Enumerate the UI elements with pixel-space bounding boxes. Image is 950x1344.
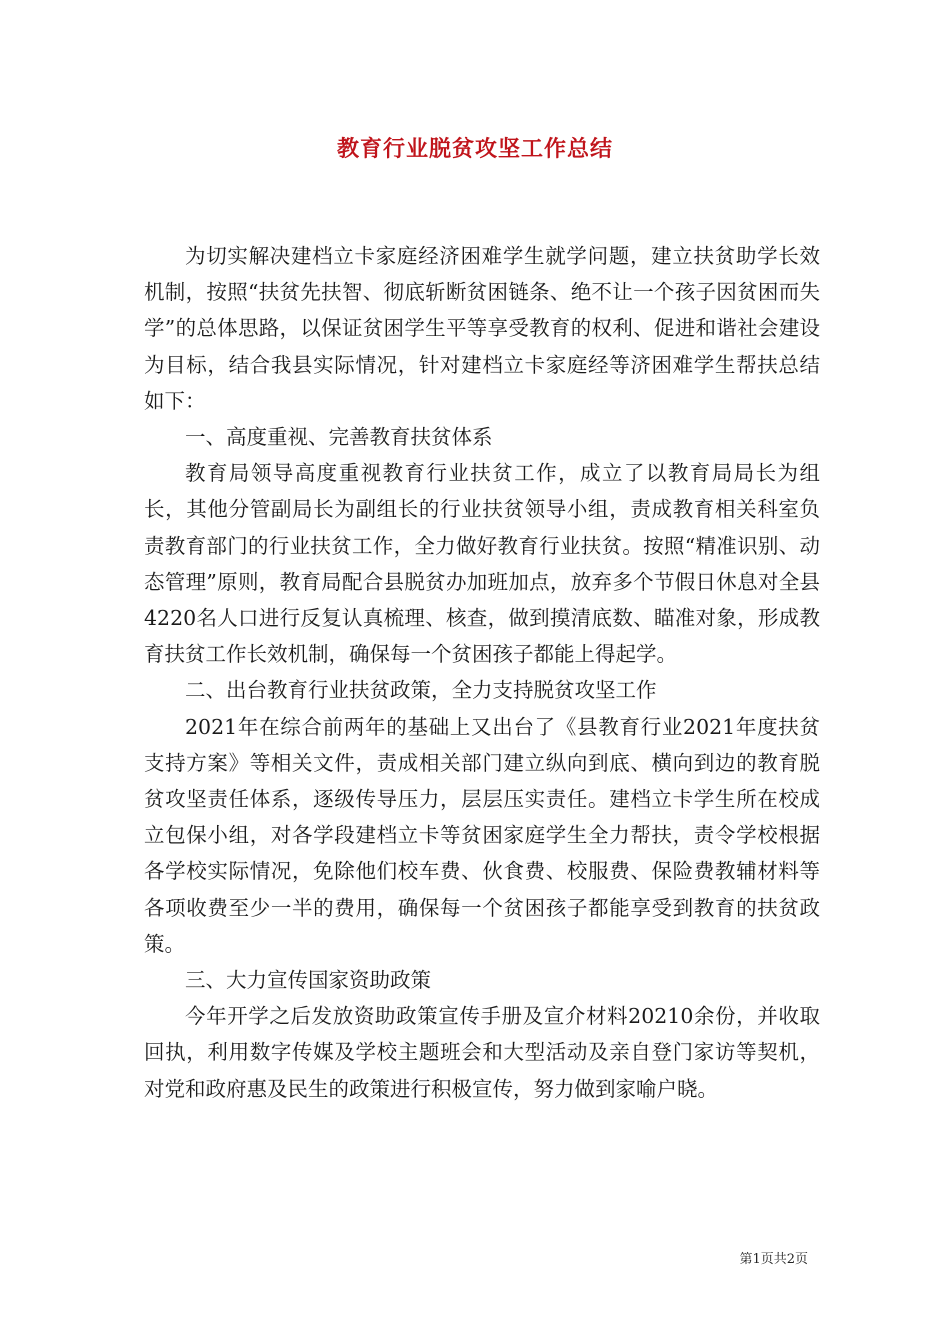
section-heading-3: 三、大力宣传国家资助政策 xyxy=(185,968,431,993)
section-paragraph-3: 今年开学之后发放资助政策宣传手册及宣介材料20210余份，并收取回执，利用数字传媒及学校主题班会和大型活动及亲自登门家访等契机，对党和政府惠及民生的政策进行积极宣传，努力做到家喻户晓。 xyxy=(144,1004,820,1101)
document-body xyxy=(144,238,820,1107)
section-heading-1: 一、高度重视、完善教育扶贫体系 xyxy=(185,425,493,450)
section-paragraph-1: 教育局领导高度重视教育行业扶贫工作，成立了以教育局局长为组长，其他分管副局长为副组长的行业扶贫领导小组，责成教育相关科室负责教育部门的行业扶贫工作，全力做好教育行业扶贫。按照“精准识别、动态管理”原则，教育局配合县脱贫办加班加点，放弃多个节假日休息对全县4220名人口进行反复认真梳理、核查，做到摸清底数、瞄准对象，形成教育扶贫工作长效机制，确保每一个贫困孩子都能上得起学。 xyxy=(144,461,820,667)
section-paragraph-2: 2021年在综合前两年的基础上又出台了《县教育行业2021年度扶贫支持方案》等相关文件，责成相关部门建立纵向到底、横向到边的教育脱贫攻坚责任体系，逐级传导压力，层层压实责任。建档立卡学生所在校成立包保小组，对各学段建档立卡等贫困家庭学生全力帮扶，责令学校根据各学校实际情况，免除他们校车费、伙食费、校服费、保险费教辅材料等各项收费至少一半的费用，确保每一个贫困孩子都能享受到教育的扶贫政策。 xyxy=(144,714,820,956)
document-title: 教育行业脱贫攻坚工作总结 xyxy=(336,136,613,162)
intro-paragraph: 为切实解决建档立卡家庭经济困难学生就学问题，建立扶贫助学长效机制，按照“扶贫先扶智、彻底斩断贫困链条、绝不让一个孩子因贫困而失学”的总体思路，以保证贫困学生平等享受教育的权利、促进和谐社会建设为目标，结合我县实际情况，针对建档立卡家庭经等济困难学生帮扶总结如下： xyxy=(144,244,820,413)
section-heading-2: 二、出台教育行业扶贫政策，全力支持脱贫攻坚工作 xyxy=(185,678,657,703)
page-number: 第1页共2页 xyxy=(739,1252,808,1267)
